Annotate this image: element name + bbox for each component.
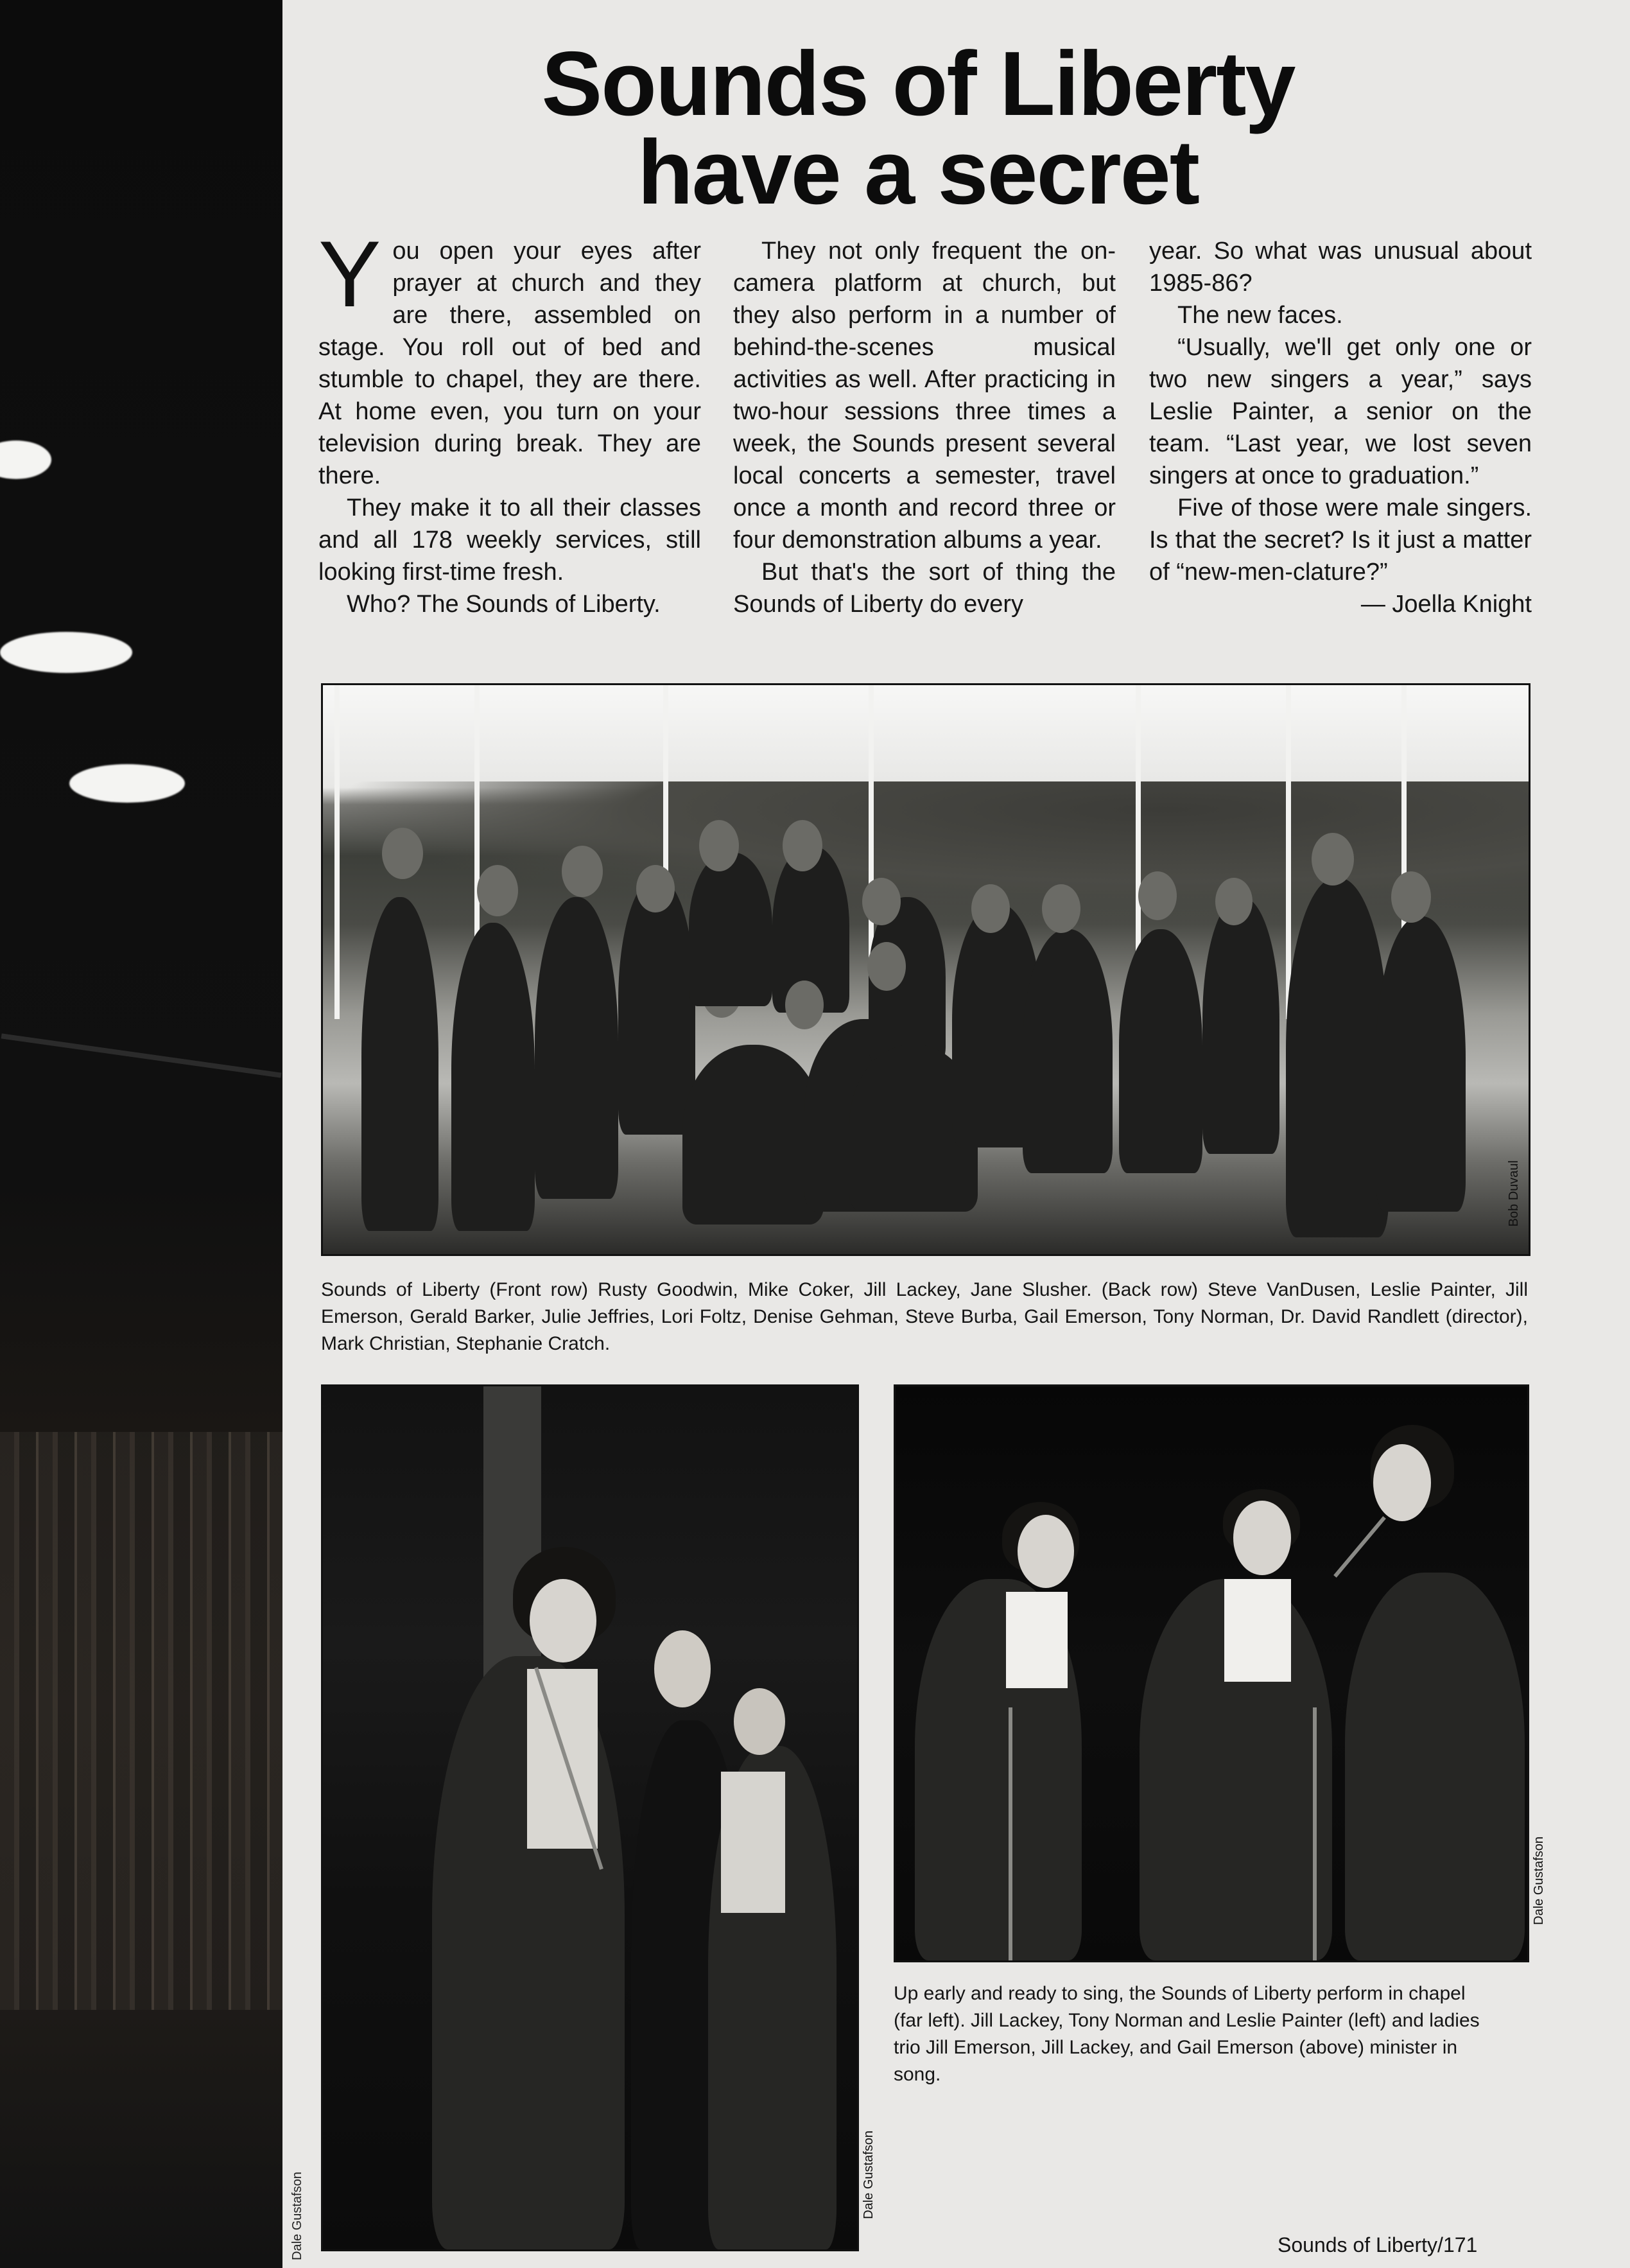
- singer-face: [530, 1579, 596, 1662]
- photo-credit: Dale Gustafson: [290, 2172, 304, 2260]
- paragraph: But that's the sort of thing the Sounds of Liberty do every: [733, 559, 1116, 618]
- person: [451, 923, 535, 1231]
- person-head: [382, 828, 423, 879]
- blouse: [1006, 1592, 1068, 1688]
- ceiling-lamp: [69, 764, 185, 803]
- person-head: [1042, 884, 1080, 933]
- person-head: [477, 865, 518, 916]
- group-photo: [321, 683, 1530, 1256]
- person-head: [636, 865, 675, 912]
- article-column-2: [733, 235, 1116, 620]
- person-head: [1391, 871, 1431, 923]
- blouse: [721, 1772, 785, 1913]
- person: [689, 852, 772, 1006]
- paragraph: year. So what was unusual about 1985-86?: [1149, 238, 1532, 297]
- photo-caption: Up early and ready to sing, the Sounds of Liberty perform in chapel (far left). Jill Lackey, Tony Norman and Leslie Painter (left) and ladies trio Jill Emerson, Jill Lackey, and Gail Emerson (above) minister in song.: [894, 1983, 1480, 2085]
- byline: — Joella Knight: [1360, 591, 1532, 618]
- person: [682, 1045, 824, 1225]
- ceiling-lamp: [0, 441, 51, 479]
- chapel-photo: [321, 1384, 859, 2251]
- microphone: [1313, 1707, 1317, 1960]
- photo-credit: Bob Duvaul: [1507, 1160, 1521, 1227]
- person-head: [783, 820, 822, 871]
- microphone: [1333, 1516, 1386, 1578]
- person-head: [1138, 871, 1177, 920]
- flag-pole: [334, 685, 340, 1019]
- photo-credit: Dale Gustafson: [1532, 1836, 1546, 1925]
- person-head: [562, 846, 603, 897]
- page-title: [321, 33, 1515, 223]
- person: [1023, 929, 1113, 1173]
- page-footer: Sounds of Liberty/171: [1278, 2233, 1478, 2256]
- title-line-2: have a secret: [637, 121, 1199, 223]
- paragraph: You open your eyes after prayer at church and they are there, assembled on stage. You roll out of bed and stumble to chapel, they are there. At home even, you turn on your television during break. They are there.: [318, 222, 701, 489]
- person-head: [971, 884, 1010, 933]
- paragraph: “Usually, we'll get only one or two new singers a year,” says Leslie Painter, a senior on the team. “Last year, we lost seven singers at once to graduation.”: [1149, 334, 1532, 489]
- singer-face: [1373, 1444, 1431, 1521]
- singer: [1345, 1573, 1525, 1960]
- flag-pole: [1286, 685, 1291, 1019]
- balcony-rail: [1, 1033, 282, 1077]
- person-head: [867, 942, 906, 991]
- person: [1376, 916, 1466, 1212]
- ceiling-lamp: [0, 632, 132, 673]
- blouse: [1224, 1579, 1291, 1682]
- title-line-1: Sounds of Liberty: [541, 33, 1295, 135]
- paragraph: The new faces.: [1177, 302, 1343, 329]
- person-head: [862, 878, 901, 925]
- person: [618, 878, 695, 1135]
- drop-cap: Y: [318, 222, 381, 326]
- person: [535, 897, 618, 1199]
- article-column-1: [318, 222, 701, 620]
- singer-face: [734, 1688, 785, 1755]
- paragraph: They not only frequent the on-camera platform at church, but they also perform in a number of behind-the-scenes musical activities as well. After practicing in two-hour sessions three times a week, the Sounds present several local concerts a semester, travel once a month and record three or four demonstration albums a year.: [733, 238, 1116, 554]
- paragraph: They make it to all their classes and all 178 weekly services, still looking first-time fresh.: [318, 494, 701, 586]
- photo-credit: Dale Gustafson: [862, 2131, 876, 2219]
- singer-face: [1233, 1501, 1291, 1575]
- paragraph: Five of those were male singers. Is that the secret? Is it just a matter of “new-men-clature?”: [1149, 494, 1532, 586]
- person: [1286, 878, 1389, 1237]
- person: [1202, 897, 1279, 1154]
- trio-photo: [894, 1384, 1529, 1962]
- wood-panel: [0, 1432, 282, 2010]
- microphone: [1009, 1707, 1012, 1960]
- article-column-3: [1149, 235, 1532, 620]
- person-head: [1312, 833, 1354, 885]
- singer-face: [654, 1630, 711, 1707]
- person: [361, 897, 438, 1231]
- left-bleed-photo: [0, 0, 282, 2268]
- person-head: [699, 820, 739, 871]
- singer-face: [1018, 1515, 1074, 1588]
- paragraph: Who? The Sounds of Liberty.: [347, 591, 661, 618]
- person-head: [1215, 878, 1253, 925]
- photo-caption: Sounds of Liberty (Front row) Rusty Goodwin, Mike Coker, Jill Lackey, Jane Slusher. (Back row) Steve VanDusen, Leslie Painter, Jill Emerson, Gerald Barker, Julie Jeffries, Lori Foltz, Denise Gehman, Steve Burba, Gail Emerson, Tony Norman, Dr. David Randlett (director), Mark Christian, Stephanie Cratch.: [321, 1279, 1528, 1354]
- person: [1119, 929, 1202, 1173]
- person-head: [785, 981, 824, 1029]
